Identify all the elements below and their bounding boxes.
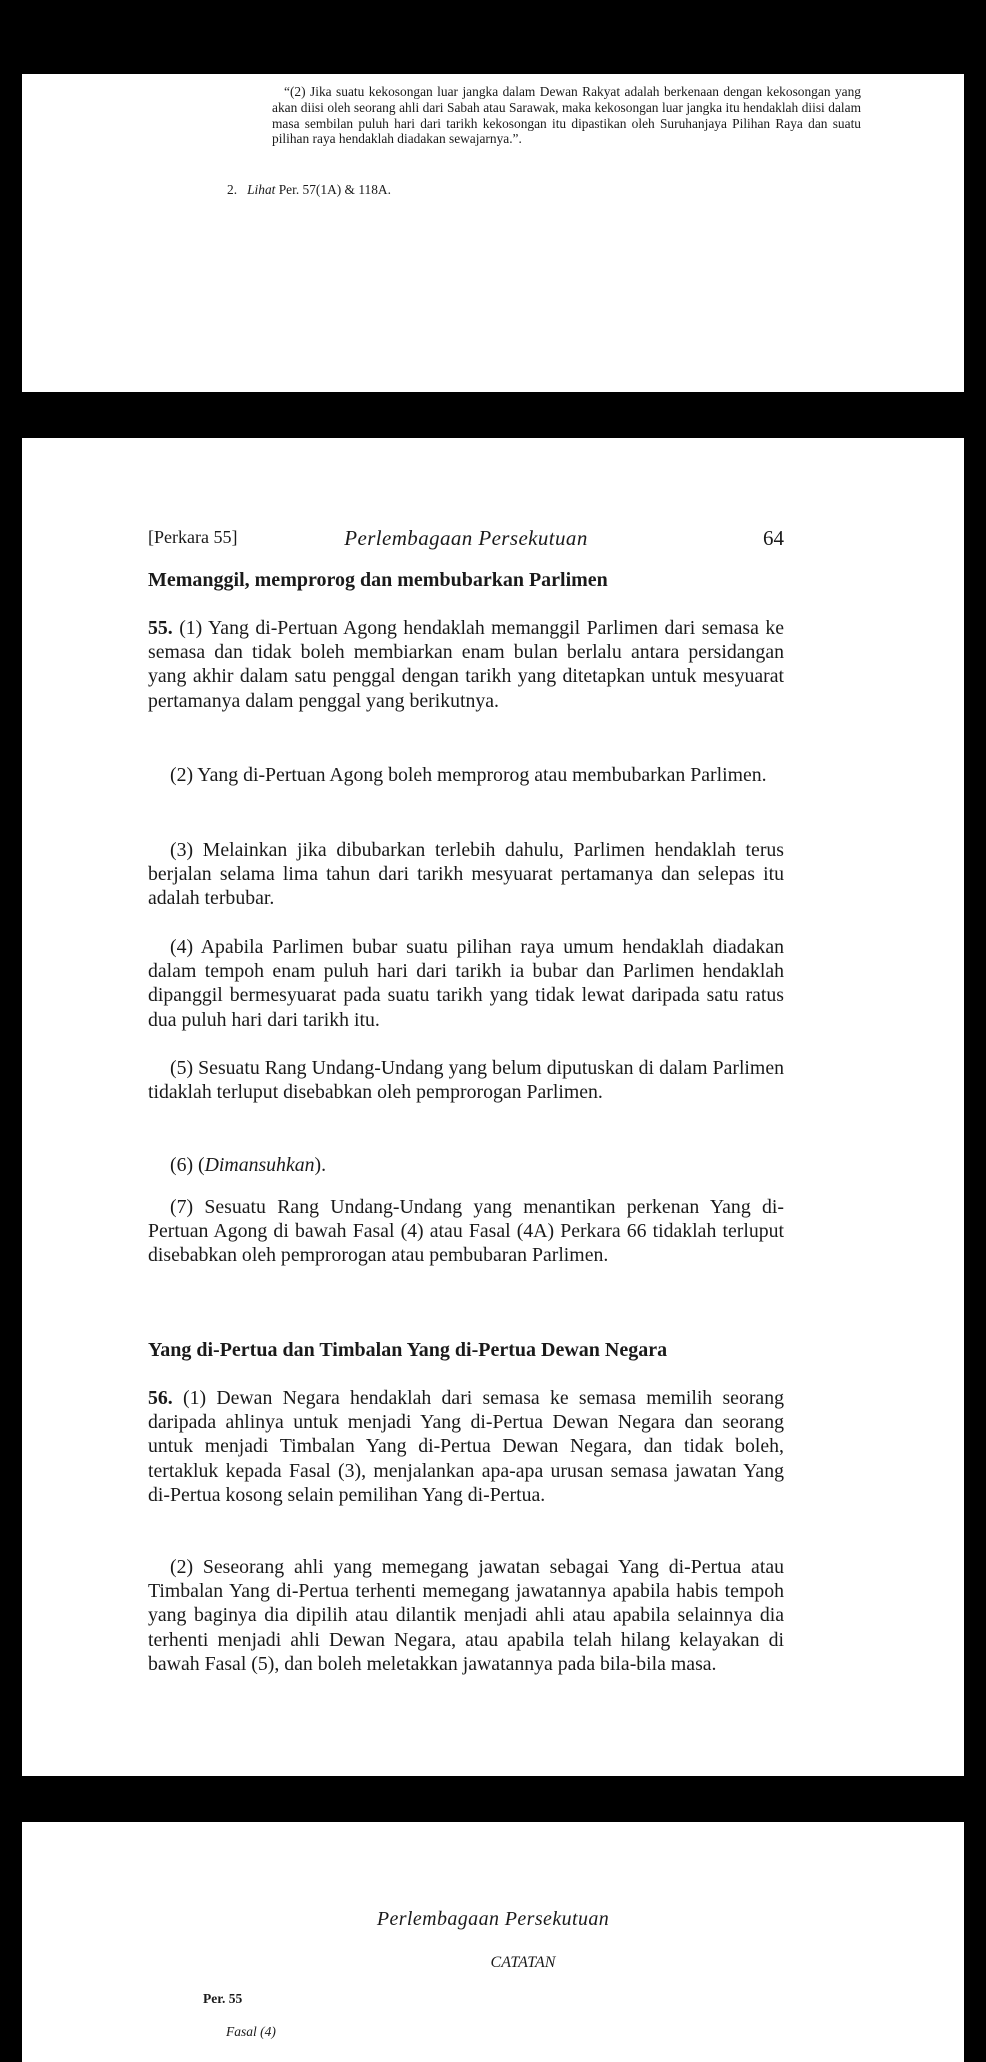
article-55-clause-1-text: (1) Yang di-Pertuan Agong hendaklah memanggil Parlimen dari semasa ke semasa dan tidak boleh membiarkan enam bulan berlalu antara persidangan yang akhir dalam satu penggal dengan tarikh yang ditetapkan untuk mesyuarat pertamanya dalam penggal yang berikutnya. xyxy=(148,617,784,712)
article-55-clause-6-repealed: Dimansuhkan xyxy=(204,1154,315,1176)
notes-article-label: Per. 55 xyxy=(203,1991,243,2006)
footnote xyxy=(227,182,391,198)
article-56-clause-2: (2) Seseorang ahli yang memegang jawatan sebagai Yang di-Pertua atau Timbalan Yang di-Pertua terhenti memegang jawatannya apabila habis tempoh yang baginya dia dipilih atau dilantik menjadi ahli atau apabila selainnya dia terhenti menjadi ahli Dewan Negara, atau apabila telah hilang kelayakan di bawah Fasal (5), dan boleh meletakkan jawatannya pada bila-bila masa. xyxy=(148,1556,784,1675)
notes-heading: CATATAN xyxy=(490,1954,556,1971)
running-head-article: [Perkara 55] xyxy=(148,527,238,547)
article-55-clause-6: (6) (Dimansuhkan). xyxy=(170,1154,327,1176)
document-page-fragment-bottom xyxy=(22,1822,964,2062)
footnote-reference: Per. 57(1A) & 118A. xyxy=(278,182,391,197)
amendment-quote: “(2) Jika suatu kekosongan luar jangka dalam Dewan Rakyat adalah berkenaan dengan kekosongan yang akan diisi oleh seorang ahli dari Sabah atau Sarawak, maka kekosongan luar jangka itu hendaklah diisi dalam masa sembilan puluh hari dari tarikh kekosongan itu dipastikan oleh Suruhanjaya Pilihan Raya dan suatu pilihan raya hendaklah diadakan sewajarnya.”. xyxy=(272,84,861,147)
document-page-main xyxy=(22,438,964,1776)
running-head-title: Perlembagaan Persekutuan xyxy=(344,526,588,550)
footnote-number: 2. xyxy=(227,182,238,197)
article-55-clause-5: (5) Sesuatu Rang Undang-Undang yang belum diputuskan di dalam Parlimen tidaklah terluput disebabkan oleh pemprorogan Parlimen. xyxy=(148,1057,784,1104)
article-55-clause-6-number: (6) xyxy=(170,1154,194,1176)
section-heading-parliament: Memanggil, memprorog dan membubarkan Parlimen xyxy=(148,569,608,591)
document-page-fragment-top xyxy=(22,74,964,392)
notes-page-title: Perlembagaan Persekutuan xyxy=(376,1908,610,1930)
article-55-clause-3: (3) Melainkan jika dibubarkan terlebih dahulu, Parlimen hendaklah terus berjalan selama lima tahun dari tarikh mesyuarat pertamanya dan selepas itu adalah terbubar. xyxy=(148,839,784,910)
running-head xyxy=(148,526,784,554)
article-55-clause-4: (4) Apabila Parlimen bubar suatu pilihan raya umum hendaklah diadakan dalam tempoh enam puluh hari dari tarikh ia bubar dan Parlimen hendaklah dipanggil bermesyuarat pada suatu tarikh yang tidak lewat daripada satu ratus dua puluh hari dari tarikh itu. xyxy=(148,936,784,1031)
article-55-number: 55. xyxy=(148,617,173,639)
article-55-clause-7: (7) Sesuatu Rang Undang-Undang yang menantikan perkenan Yang di-Pertuan Agong di bawah Fasal (4) atau Fasal (4A) Perkara 66 tidaklah terluput disebabkan oleh pemprorogan atau pembubaran Parlimen. xyxy=(148,1196,784,1267)
article-56-clause-1 xyxy=(148,1386,784,1507)
article-55-clause-2: (2) Yang di-Pertuan Agong boleh memprorog atau membubarkan Parlimen. xyxy=(170,764,767,786)
article-56-clause-1-text: (1) Dewan Negara hendaklah dari semasa ke semasa memilih seorang daripada ahlinya untuk menjadi Yang di-Pertua Dewan Negara dan seorang untuk menjadi Timbalan Yang di-Pertua Dewan Negara, dan tidak boleh, tertakluk kepada Fasal (3), menjalankan apa-apa urusan semasa jawatan Yang di-Pertua kosong selain pemilihan Yang di-Pertua. xyxy=(148,1387,784,1506)
page-number: 64 xyxy=(763,526,784,550)
article-56-number: 56. xyxy=(148,1387,173,1409)
article-55-clause-1 xyxy=(148,616,784,713)
notes-clause-label: Fasal (4) xyxy=(226,2024,276,2039)
section-heading-dewan-negara: Yang di-Pertua dan Timbalan Yang di-Pertua Dewan Negara xyxy=(148,1339,668,1361)
footnote-see-label: Lihat xyxy=(247,182,276,197)
